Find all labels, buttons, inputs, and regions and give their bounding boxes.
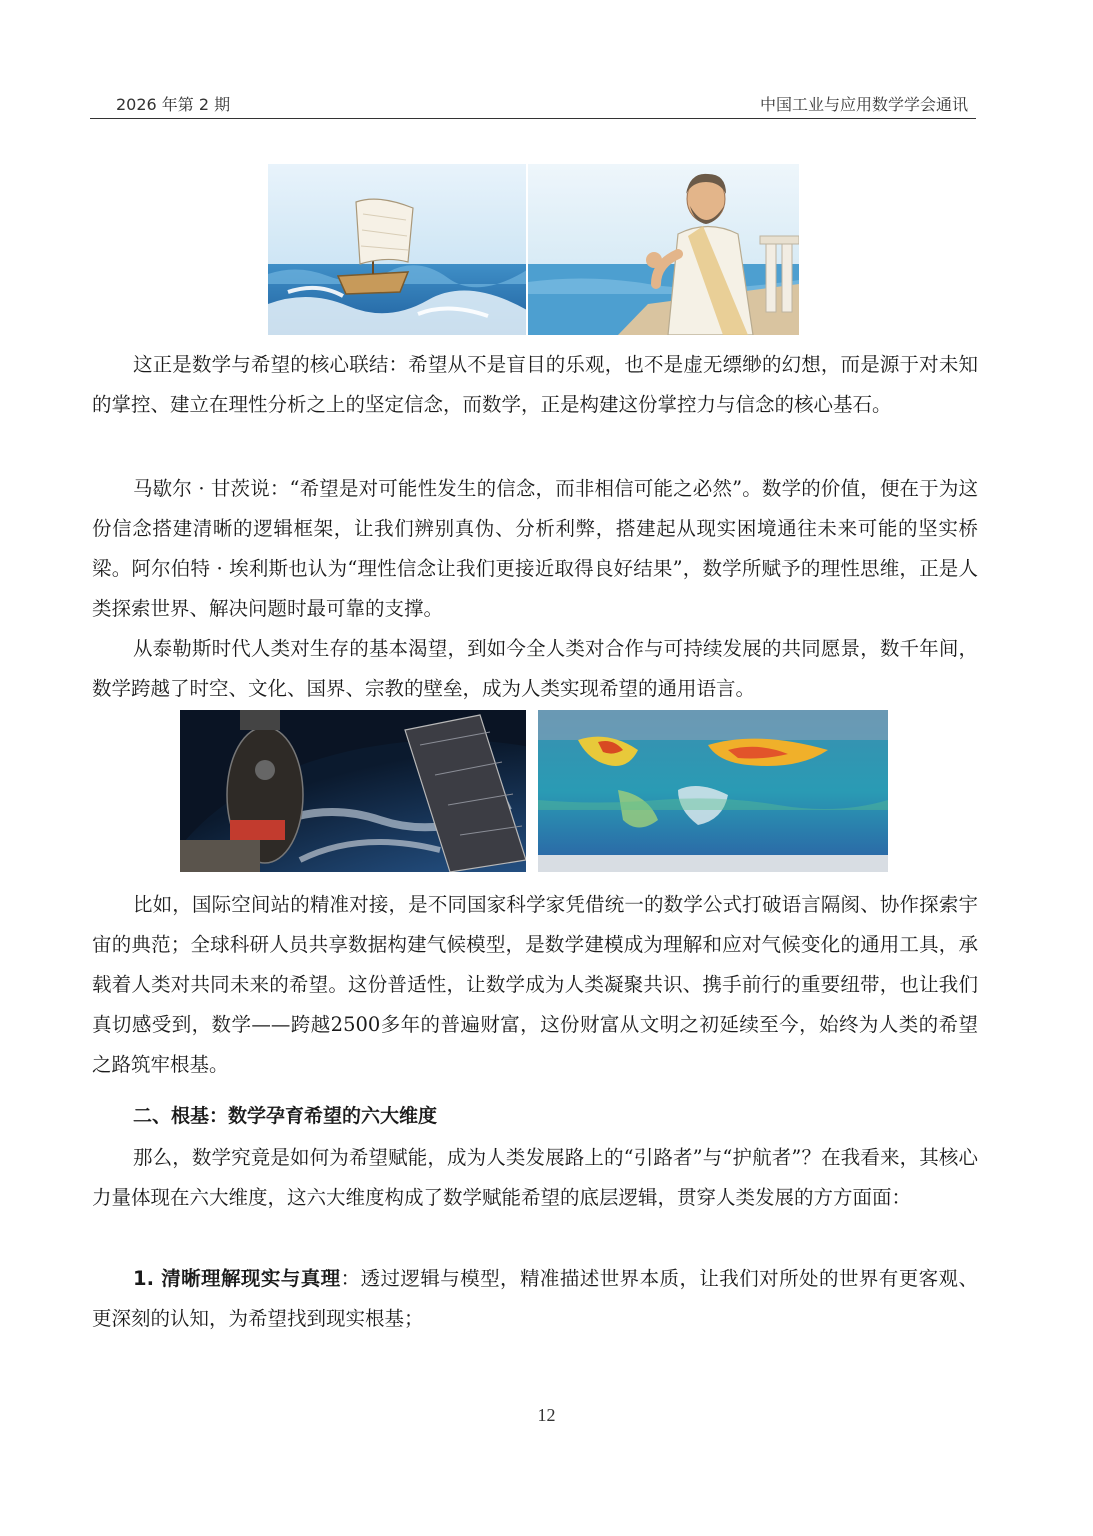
bottom-figure — [180, 710, 888, 872]
section-heading: 二、根基：数学孕育希望的六大维度 — [133, 1105, 438, 1127]
journal-title: 中国工业与应用数学学会通讯 — [759, 95, 968, 114]
top-figure — [268, 164, 799, 335]
list-item-1-lead: 1. 清晰理解现实与真理 — [133, 1267, 341, 1290]
sailing-ship-illustration — [268, 164, 527, 335]
paragraph-thales-era: 从泰勒斯时代人类对生存的基本渴望，到如今全人类对合作与可持续发展的共同愿景，数千年间，数学跨越了时空、文化、国界、宗教的壁垒，成为人类实现希望的通用语言。 — [92, 637, 978, 700]
page-number: 12 — [537, 1405, 556, 1425]
paragraph-ganz-quote: 马歇尔 · 甘茨说：“希望是对可能性发生的信念，而非相信可能之必然”。数学的价值，便在于为这份信念搭建清晰的逻辑框架，让我们辨别真伪、分析利弊，搭建起从现实困境通往未来可能的坚实桥梁。阿尔伯特 · 埃利斯也认为“理性信念让我们更接近取得良好结果”，数学所赋予的理性思维，正是人类探索世界、解决问题时最可靠的支撑。 — [92, 477, 978, 620]
thales-philosopher-illustration — [528, 164, 799, 335]
list-item-1 — [92, 1259, 978, 1339]
paragraph-hope-math-link: 这正是数学与希望的核心联结：希望从不是盲目的乐观，也不是虚无缥缈的幻想，而是源于对未知的掌控、建立在理性分析之上的坚定信念，而数学，正是构建这份掌控力与信念的核心基石。 — [92, 353, 978, 416]
page-header — [90, 92, 976, 119]
paragraph-six-dimensions-intro: 那么，数学究竟是如何为希望赋能，成为人类发展路上的“引路者”与“护航者”？在我看来，其核心力量体现在六大维度，这六大维度构成了数学赋能希望的底层逻辑，贯穿人类发展的方方面面： — [92, 1146, 978, 1209]
space-station-docking-photo — [180, 710, 526, 872]
paragraph-space-station-example: 比如，国际空间站的精准对接，是不同国家科学家凭借统一的数学公式打破语言隔阂、协作探索宇宙的典范；全球科研人员共享数据构建气候模型，是数学建模成为理解和应对气候变化的通用工具，承载着人类对共同未来的希望。这份普适性，让数学成为人类凝聚共识、携手前行的重要纽带，也让我们真切感受到，数学——跨越2500多年的普遍财富，这份财富从文明之初延续至今，始终为人类的希望之路筑牢根基。 — [92, 893, 978, 1076]
list-item-1-body: ：透过逻辑与模型，精准描述世界本质，让我们对所处的世界有更客观、更深刻的认知，为希望找到现实根基； — [92, 1267, 978, 1330]
global-climate-model-map — [538, 710, 888, 872]
issue-label: 2026 年第 2 期 — [116, 95, 231, 114]
